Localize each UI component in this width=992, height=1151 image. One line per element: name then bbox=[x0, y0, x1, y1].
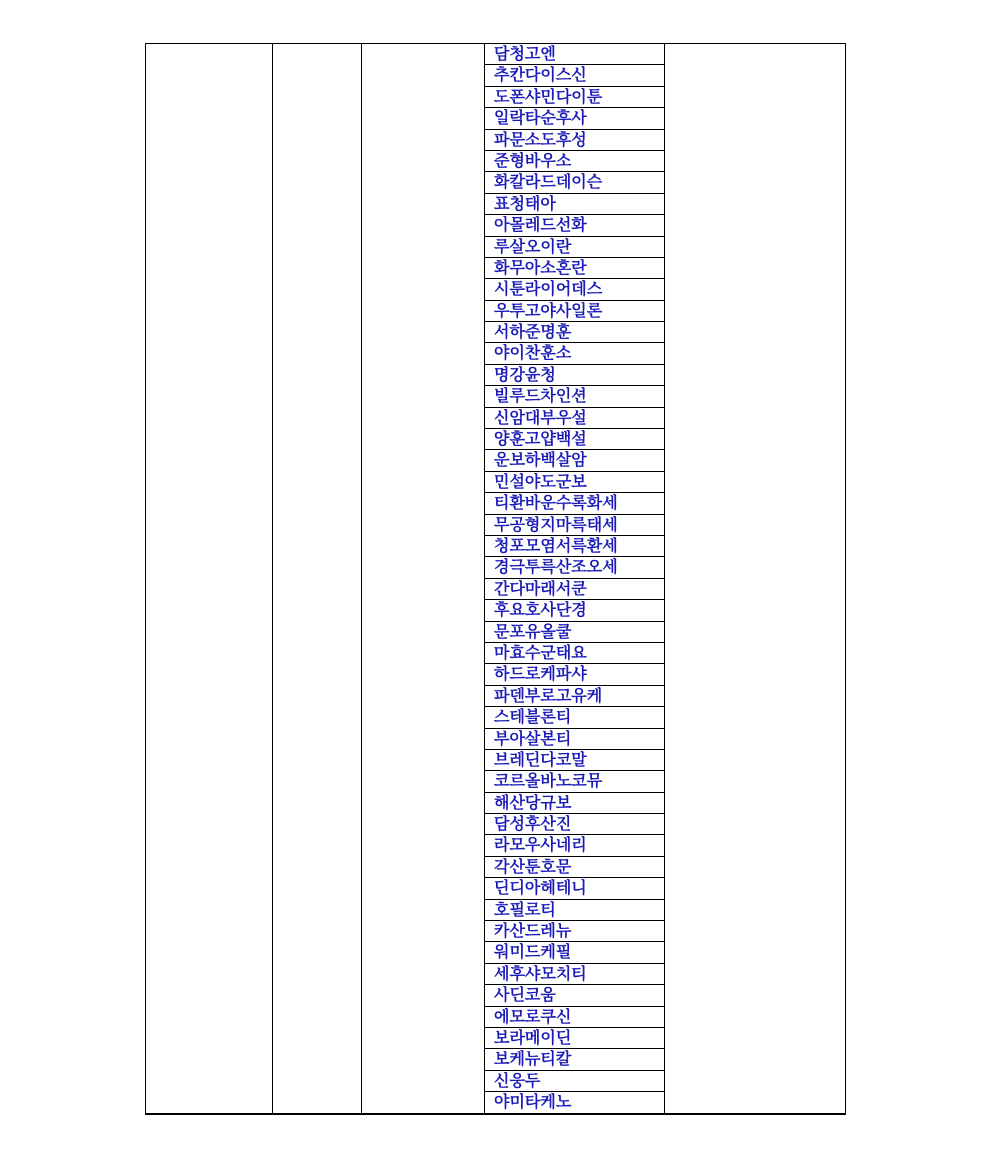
list-item: 부아살본티 bbox=[485, 729, 664, 750]
list-item: 해산당규보 bbox=[485, 793, 664, 814]
list-item: 일락타순후사 bbox=[485, 108, 664, 129]
list-item: 경극투륵산조오세 bbox=[485, 557, 664, 578]
list-item: 서하준명훈 bbox=[485, 322, 664, 343]
list-item: 신암대부우설 bbox=[485, 408, 664, 429]
list-item: 문포유올쿨 bbox=[485, 622, 664, 643]
list-item: 화칼라드데이슨 bbox=[485, 172, 664, 193]
table-cell-col-2 bbox=[273, 44, 362, 1114]
list-item: 워미드케필 bbox=[485, 942, 664, 963]
list-item: 도폰샤민다이툰 bbox=[485, 87, 664, 108]
list-item: 무공형지마륵태세 bbox=[485, 515, 664, 536]
list-item: 청포모염서륵환세 bbox=[485, 536, 664, 557]
list-item: 담성후산진 bbox=[485, 814, 664, 835]
list-item: 화무아소혼란 bbox=[485, 258, 664, 279]
list-item: 파덴부로고유케 bbox=[485, 686, 664, 707]
table-cell-col-3 bbox=[362, 44, 485, 1114]
list-item: 빌루드차인션 bbox=[485, 386, 664, 407]
list-item: 스테블론티 bbox=[485, 707, 664, 728]
list-item: 추칸다이스신 bbox=[485, 65, 664, 86]
list-item: 코르올바노코뮤 bbox=[485, 771, 664, 792]
table-cell-names bbox=[485, 44, 665, 1114]
list-item: 야미타케노 bbox=[494, 1092, 572, 1112]
list-item: 명강윤청 bbox=[485, 365, 664, 386]
list-item: 아몰레드선화 bbox=[485, 215, 664, 236]
list-item: 브레딘다코말 bbox=[485, 750, 664, 771]
list-item: 사딘코움 bbox=[485, 985, 664, 1006]
list-item: 민설야도군보 bbox=[485, 472, 664, 493]
table-cell-col-1 bbox=[146, 44, 273, 1114]
list-item: 에모로쿠신 bbox=[485, 1007, 664, 1028]
table-cell-col-5 bbox=[665, 44, 846, 1114]
list-item: 표청태아 bbox=[485, 194, 664, 215]
list-item: 보라메이딘 bbox=[485, 1028, 664, 1049]
list-item: 호필로티 bbox=[485, 900, 664, 921]
list-item: 카산드레뉴 bbox=[485, 921, 664, 942]
list-item: 운보하백살암 bbox=[485, 450, 664, 471]
list-item: 신웅두 bbox=[485, 1071, 664, 1092]
table-row bbox=[146, 44, 846, 1114]
list-item: 야이찬훈소 bbox=[485, 343, 664, 364]
list-item: 하드로케파샤 bbox=[485, 664, 664, 685]
list-item: 준형바우소 bbox=[485, 151, 664, 172]
document-table bbox=[145, 43, 846, 1115]
list-item: 간다마래서쿤 bbox=[485, 579, 664, 600]
name-list bbox=[485, 44, 664, 1113]
list-item: 라모우사네리 bbox=[485, 835, 664, 856]
list-item: 후요호사단경 bbox=[485, 600, 664, 621]
list-item: 각산툰호문 bbox=[485, 857, 664, 878]
list-item: 보케뉴티칼 bbox=[485, 1049, 664, 1070]
list-item: 파문소도후성 bbox=[485, 130, 664, 151]
list-item: 시툰라이어데스 bbox=[485, 279, 664, 300]
list-item: 딘디아헤테니 bbox=[485, 878, 664, 899]
list-item: 티환바운수록화세 bbox=[485, 493, 664, 514]
list-item: 마효수군태요 bbox=[485, 643, 664, 664]
list-item: 담청고엔 bbox=[485, 44, 664, 65]
list-item: 루살오이란 bbox=[485, 237, 664, 258]
list-item: 세후샤모치티 bbox=[485, 964, 664, 985]
list-item: 우투고야사일론 bbox=[485, 301, 664, 322]
list-item: 양훈고얍백설 bbox=[485, 429, 664, 450]
